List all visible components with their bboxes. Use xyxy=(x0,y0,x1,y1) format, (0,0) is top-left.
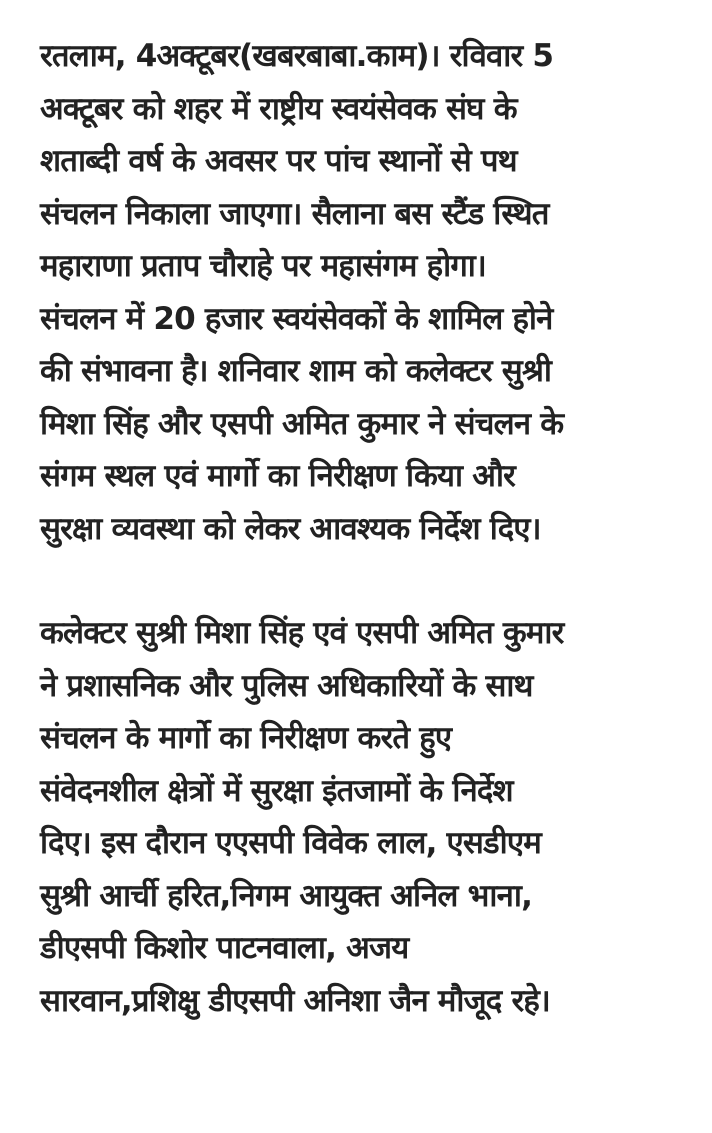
paragraph-line: संचलन में 20 हजार स्वयंसेवकों के शामिल होने xyxy=(40,300,553,337)
paragraph-line: कलेक्टर सुश्री मिशा सिंह एवं एसपी अमित कुमार xyxy=(40,615,564,651)
paragraph-line: संगम स्थल एवं मार्गो का निरीक्षण किया और xyxy=(40,458,516,494)
paragraph-line: सारवान,प्रशिक्षु डीएसपी अनिशा जैन मौजूद रहे। xyxy=(40,982,550,1019)
paragraph-line: संचलन निकाला जाएगा। सैलाना बस स्टैंड स्थित xyxy=(40,195,549,232)
paragraph-line: संचलन के मार्गो का निरीक्षण करते हुए xyxy=(40,720,452,756)
paragraph-line: सुरक्षा व्यवस्था को लेकर आवश्यक निर्देश दिए। xyxy=(40,510,541,547)
paragraph-line: दिए। इस दौरान एएसपी विवेक लाल, एसडीएम xyxy=(40,825,541,861)
paragraph-line: डीएसपी किशोर पाटनवाला, अजय xyxy=(40,930,409,966)
paragraph-line: ने प्रशासनिक और पुलिस अधिकारियों के साथ xyxy=(40,667,533,704)
paragraph-line: की संभावना है। शनिवार शाम को कलेक्टर सुश्री xyxy=(40,353,552,389)
paragraph-line: रतलाम, 4अक्टूबर(खबरबाबा.काम)। रविवार 5 xyxy=(40,38,554,74)
paragraph-line: मिशा सिंह और एसपी अमित कुमार ने संचलन के xyxy=(40,405,564,442)
paragraph-line: महाराणा प्रताप चौराहे पर महासंगम होगा। xyxy=(40,248,486,284)
article-paragraph-2 xyxy=(40,607,690,1027)
paragraph-line: अक्टूबर को शहर में राष्ट्रीय स्वयंसेवक संघ के xyxy=(40,90,517,127)
article-paragraph-1 xyxy=(40,30,690,555)
news-article xyxy=(40,30,690,1027)
paragraph-line: संवेदनशील क्षेत्रों में सुरक्षा इंतजामों के निर्देश xyxy=(40,772,513,809)
paragraph-line: शताब्दी वर्ष के अवसर पर पांच स्थानों से पथ xyxy=(40,143,517,179)
paragraph-line: सुश्री आर्ची हरित,निगम आयुक्त अनिल भाना, xyxy=(40,877,533,914)
